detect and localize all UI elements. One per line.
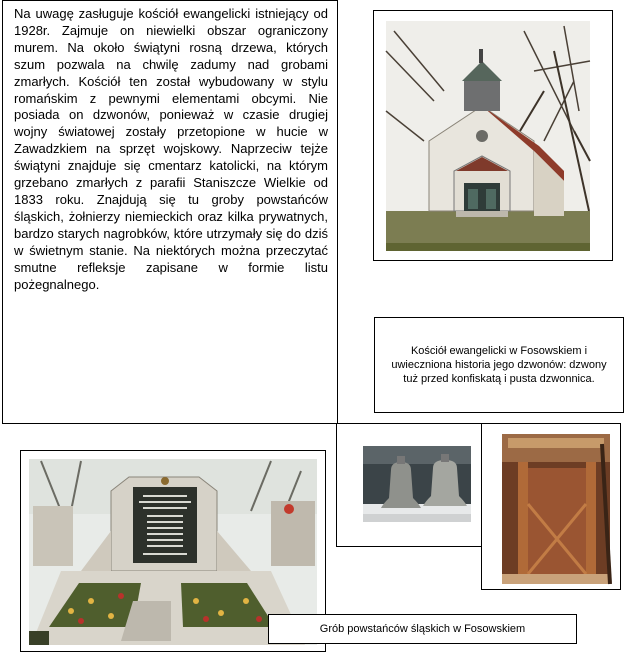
bells-photo	[337, 424, 498, 546]
article-body: Na uwagę zasługuje kościół ewangelicki istniejący od 1928r. Zajmuje on niewielki obszar ograniczony murem. Na około świątyni rosną drzewa, których szum pozwala na chwilę zadumy nad grobami zmarłych. Kościół ten został wybudowany w stylu romańskim z pewnymi elementami obcymi. Nie posiada on dzwonów, ponieważ w czasie drugiej wojny światowej zostały przetopione w hucie w Zawadzkiem na sprzęt wojskowy. Naprzeciw tejże świątyni znajduje się cmentarz katolicki, na którym grzebano zmarłych z parafii Staniszcze Wielkie od 1833 roku. Znajdują się tu groby powstańców śląskich, żołnierzy niemieckich oraz kilka prywatnych, bardzo starych nagrobków, które utrzymały się do dziś w świetnym stanie. Na niektórych można przeczytać smutne refleksje zapisane w formie listu pożegnalnego.	[14, 6, 328, 292]
belfry-photo	[482, 424, 620, 589]
church-caption	[374, 317, 624, 413]
church-caption-text: Kościół ewangelicki w Fosowskiem i uwieczniona historia jego dzwonów: dzwony tuż przed konfiskatą i pusta dzwonnica.	[391, 345, 607, 385]
belfry-photo-frame	[481, 423, 621, 590]
grave-caption-text: Grób powstańców śląskich w Fosowskiem	[319, 623, 526, 635]
article-text-box	[2, 0, 338, 424]
grave-caption	[268, 614, 577, 644]
bells-photo-frame	[336, 423, 499, 547]
church-photo	[374, 11, 613, 261]
church-photo-frame	[373, 10, 613, 261]
church-photo-content	[386, 21, 590, 251]
